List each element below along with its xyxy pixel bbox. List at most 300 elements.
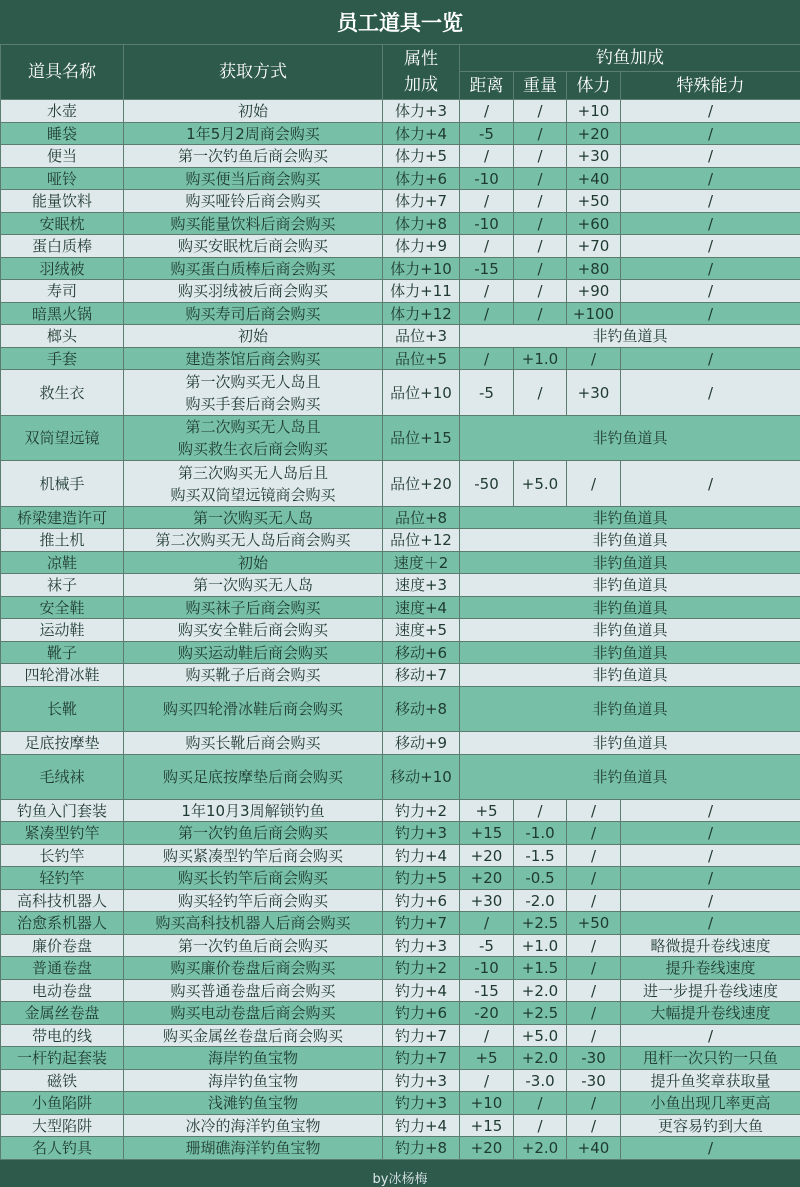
table-row [1,867,800,890]
table-row [1,957,800,980]
table-row [1,529,800,552]
cell-weight: / [514,370,567,416]
cell-distance: -15 [460,258,514,280]
cell-stamina: +90 [567,280,621,303]
cell-name: 袜子 [1,574,124,597]
cell-method: 购买靴子后商会购买 [124,664,383,687]
table-row [1,822,800,845]
cell-non-fishing: 非钓鱼道具 [460,755,800,800]
cell-weight: +5.0 [514,461,567,507]
table-row [1,416,800,461]
cell-stamina: / [567,890,621,912]
cell-attr: 钓力+4 [383,980,460,1002]
header-attr [383,45,460,100]
table-row [1,325,800,348]
table-row [1,190,800,213]
cell-weight: +2.0 [514,1047,567,1070]
cell-weight: / [514,168,567,190]
cell-name: 羽绒被 [1,258,124,280]
cell-attr: 品位+20 [383,461,460,507]
cell-name: 普通卷盘 [1,957,124,980]
cell-attr: 体力+3 [383,100,460,123]
cell-special: / [621,890,800,912]
cell-name: 蛋白质棒 [1,235,124,258]
cell-attr: 钓力+6 [383,1002,460,1025]
cell-weight: +1.0 [514,348,567,370]
cell-method: 购买足底按摩垫后商会购买 [124,755,383,800]
cell-attr: 体力+4 [383,123,460,145]
cell-attr: 钓力+7 [383,912,460,935]
header-distance: 距离 [460,72,514,100]
page-title: 员工道具一览 [0,0,800,44]
cell-distance: / [460,303,514,325]
cell-method: 购买能量饮料后商会购买 [124,213,383,235]
cell-method: 购买安全鞋后商会购买 [124,619,383,642]
cell-method: 第一次购买无人岛且 购买手套后商会购买 [124,370,383,416]
cell-name: 金属丝卷盘 [1,1002,124,1025]
cell-name: 治愈系机器人 [1,912,124,935]
cell-special: / [621,461,800,507]
cell-weight: +5.0 [514,1025,567,1047]
cell-name: 哑铃 [1,168,124,190]
cell-method: 购买高科技机器人后商会购买 [124,912,383,935]
cell-method: 购买长钓竿后商会购买 [124,867,383,890]
cell-method: 第二次购买无人岛且 购买救生衣后商会购买 [124,416,383,461]
cell-special: / [621,1137,800,1160]
cell-method: 1年10月3周解锁钓鱼 [124,800,383,822]
table-row [1,552,800,574]
cell-distance: -10 [460,213,514,235]
cell-name: 推土机 [1,529,124,552]
cell-weight: -0.5 [514,867,567,890]
cell-special: 略微提升卷线速度 [621,935,800,957]
table-row [1,1115,800,1137]
cell-stamina: / [567,957,621,980]
cell-stamina: +10 [567,100,621,123]
cell-weight: +1.0 [514,935,567,957]
cell-attr: 品位+12 [383,529,460,552]
cell-name: 四轮滑冰鞋 [1,664,124,687]
cell-distance: +15 [460,1115,514,1137]
cell-name: 廉价卷盘 [1,935,124,957]
cell-stamina: / [567,935,621,957]
cell-special: / [621,280,800,303]
cell-method: 建造茶馆后商会购买 [124,348,383,370]
cell-special: / [621,100,800,123]
cell-attr: 速度+3 [383,574,460,597]
cell-stamina: -30 [567,1047,621,1070]
table-row [1,642,800,664]
cell-non-fishing: 非钓鱼道具 [460,552,800,574]
cell-non-fishing: 非钓鱼道具 [460,325,800,348]
cell-attr: 钓力+4 [383,845,460,867]
cell-distance: -5 [460,935,514,957]
cell-method: 初始 [124,100,383,123]
cell-non-fishing: 非钓鱼道具 [460,732,800,755]
cell-attr: 钓力+3 [383,1092,460,1115]
cell-method: 第一次钓鱼后商会购买 [124,935,383,957]
cell-weight: / [514,213,567,235]
cell-attr: 品位+10 [383,370,460,416]
header-name: 道具名称 [1,45,124,100]
table-row [1,1137,800,1160]
cell-stamina: / [567,867,621,890]
cell-non-fishing: 非钓鱼道具 [460,574,800,597]
cell-name: 足底按摩垫 [1,732,124,755]
cell-special: / [621,258,800,280]
cell-distance: / [460,1025,514,1047]
cell-distance: / [460,190,514,213]
table-row [1,123,800,145]
table-row [1,507,800,529]
cell-name: 大型陷阱 [1,1115,124,1137]
cell-special: / [621,168,800,190]
cell-stamina: / [567,1115,621,1137]
cell-name: 桥梁建造许可 [1,507,124,529]
table-row [1,755,800,800]
table-row [1,687,800,732]
cell-distance: -10 [460,957,514,980]
table-row [1,845,800,867]
cell-stamina: / [567,980,621,1002]
cell-stamina: +50 [567,912,621,935]
cell-attr: 体力+8 [383,213,460,235]
cell-attr: 体力+7 [383,190,460,213]
cell-method: 1年5月2周商会购买 [124,123,383,145]
cell-name: 能量饮料 [1,190,124,213]
cell-special: / [621,867,800,890]
header-stamina: 体力 [567,72,621,100]
cell-non-fishing: 非钓鱼道具 [460,416,800,461]
cell-special: 提升卷线速度 [621,957,800,980]
cell-weight: / [514,100,567,123]
cell-name: 长钓竿 [1,845,124,867]
cell-attr: 移动+8 [383,687,460,732]
cell-weight: -3.0 [514,1070,567,1092]
table-row [1,1047,800,1070]
cell-method: 购买紧凑型钓竿后商会购买 [124,845,383,867]
cell-name: 紧凑型钓竿 [1,822,124,845]
cell-non-fishing: 非钓鱼道具 [460,687,800,732]
cell-name: 磁铁 [1,1070,124,1092]
cell-name: 名人钓具 [1,1137,124,1160]
cell-stamina: / [567,1092,621,1115]
cell-attr: 品位+8 [383,507,460,529]
table-row [1,597,800,619]
cell-method: 浅滩钓鱼宝物 [124,1092,383,1115]
cell-distance: / [460,100,514,123]
cell-special: 小鱼出现几率更高 [621,1092,800,1115]
cell-stamina: / [567,461,621,507]
cell-attr: 钓力+6 [383,890,460,912]
cell-method: 第一次钓鱼后商会购买 [124,822,383,845]
cell-special: / [621,370,800,416]
cell-weight: / [514,303,567,325]
cell-name: 榔头 [1,325,124,348]
cell-method: 购买金属丝卷盘后商会购买 [124,1025,383,1047]
cell-distance: +15 [460,822,514,845]
cell-non-fishing: 非钓鱼道具 [460,619,800,642]
cell-special: / [621,303,800,325]
cell-weight: / [514,123,567,145]
cell-special: / [621,145,800,168]
cell-attr: 钓力+8 [383,1137,460,1160]
cell-attr: 体力+10 [383,258,460,280]
table-row [1,100,800,123]
cell-name: 安全鞋 [1,597,124,619]
cell-attr: 钓力+2 [383,800,460,822]
cell-stamina: / [567,1002,621,1025]
table-row [1,1070,800,1092]
cell-special: / [621,190,800,213]
cell-attr: 移动+10 [383,755,460,800]
cell-method: 第三次购买无人岛后且 购买双筒望远镜商会购买 [124,461,383,507]
table-row [1,258,800,280]
cell-name: 小鱼陷阱 [1,1092,124,1115]
table-body [1,100,800,1160]
cell-distance: +20 [460,867,514,890]
table-row [1,303,800,325]
cell-weight: +2.5 [514,912,567,935]
cell-attr: 体力+12 [383,303,460,325]
cell-method: 购买哑铃后商会购买 [124,190,383,213]
cell-distance: +5 [460,1047,514,1070]
header-method: 获取方式 [124,45,383,100]
cell-method: 购买便当后商会购买 [124,168,383,190]
cell-name: 水壶 [1,100,124,123]
cell-weight: / [514,190,567,213]
cell-weight: / [514,1092,567,1115]
cell-non-fishing: 非钓鱼道具 [460,507,800,529]
cell-attr: 品位+15 [383,416,460,461]
table-row [1,370,800,416]
cell-special: / [621,123,800,145]
cell-distance: +20 [460,845,514,867]
cell-distance: +20 [460,1137,514,1160]
cell-non-fishing: 非钓鱼道具 [460,529,800,552]
table-row [1,280,800,303]
cell-name: 暗黑火锅 [1,303,124,325]
table-row [1,935,800,957]
cell-stamina: +50 [567,190,621,213]
cell-special: / [621,348,800,370]
cell-weight: +2.0 [514,980,567,1002]
cell-stamina: +40 [567,168,621,190]
cell-non-fishing: 非钓鱼道具 [460,597,800,619]
cell-distance: -50 [460,461,514,507]
table-row [1,461,800,507]
header-weight: 重量 [514,72,567,100]
cell-method: 购买四轮滑冰鞋后商会购买 [124,687,383,732]
cell-distance: -5 [460,123,514,145]
cell-name: 一杆钓起套装 [1,1047,124,1070]
cell-special: / [621,845,800,867]
cell-name: 便当 [1,145,124,168]
cell-method: 第一次购买无人岛 [124,574,383,597]
cell-weight: / [514,258,567,280]
cell-name: 安眠枕 [1,213,124,235]
cell-attr: 移动+6 [383,642,460,664]
cell-special: 更容易钓到大鱼 [621,1115,800,1137]
cell-distance: / [460,912,514,935]
table-row [1,980,800,1002]
cell-distance: / [460,235,514,258]
cell-distance: +30 [460,890,514,912]
cell-distance: -10 [460,168,514,190]
cell-method: 购买廉价卷盘后商会购买 [124,957,383,980]
cell-weight: -2.0 [514,890,567,912]
cell-attr: 品位+3 [383,325,460,348]
cell-distance: -15 [460,980,514,1002]
cell-attr: 移动+9 [383,732,460,755]
cell-attr: 体力+11 [383,280,460,303]
cell-name: 长靴 [1,687,124,732]
cell-special: / [621,822,800,845]
cell-stamina: +40 [567,1137,621,1160]
cell-weight: +2.5 [514,1002,567,1025]
cell-method: 海岸钓鱼宝物 [124,1047,383,1070]
cell-special: / [621,235,800,258]
cell-attr: 体力+9 [383,235,460,258]
cell-name: 凉鞋 [1,552,124,574]
cell-attr: 钓力+7 [383,1025,460,1047]
cell-method: 购买轻钓竿后商会购买 [124,890,383,912]
cell-distance: / [460,1070,514,1092]
cell-attr: 移动+7 [383,664,460,687]
cell-special: / [621,213,800,235]
table-row [1,168,800,190]
cell-special: 大幅提升卷线速度 [621,1002,800,1025]
cell-attr: 体力+6 [383,168,460,190]
cell-distance: / [460,280,514,303]
cell-attr: 速度＋2 [383,552,460,574]
cell-method: 购买长靴后商会购买 [124,732,383,755]
cell-method: 购买羽绒被后商会购买 [124,280,383,303]
table-row [1,1002,800,1025]
item-table [0,44,800,1160]
cell-weight: / [514,235,567,258]
table-row [1,1092,800,1115]
cell-name: 毛绒袜 [1,755,124,800]
cell-special: 提升鱼奖章获取量 [621,1070,800,1092]
cell-method: 珊瑚礁海洋钓鱼宝物 [124,1137,383,1160]
cell-weight: -1.0 [514,822,567,845]
cell-weight: +2.0 [514,1137,567,1160]
cell-method: 购买普通卷盘后商会购买 [124,980,383,1002]
table-row [1,574,800,597]
cell-method: 购买寿司后商会购买 [124,303,383,325]
cell-method: 购买安眠枕后商会购买 [124,235,383,258]
table-row [1,664,800,687]
cell-method: 海岸钓鱼宝物 [124,1070,383,1092]
cell-stamina: +30 [567,370,621,416]
cell-stamina: / [567,348,621,370]
cell-attr: 速度+5 [383,619,460,642]
cell-stamina: -30 [567,1070,621,1092]
cell-name: 高科技机器人 [1,890,124,912]
cell-distance: / [460,348,514,370]
table-row [1,348,800,370]
cell-method: 第二次购买无人岛后商会购买 [124,529,383,552]
cell-weight: / [514,280,567,303]
cell-attr: 速度+4 [383,597,460,619]
cell-method: 第一次购买无人岛 [124,507,383,529]
cell-stamina: / [567,845,621,867]
cell-distance: +10 [460,1092,514,1115]
cell-distance: -20 [460,1002,514,1025]
cell-name: 电动卷盘 [1,980,124,1002]
cell-special: / [621,1025,800,1047]
header-attr-label: 属性 加成 [404,49,438,95]
cell-weight: +1.5 [514,957,567,980]
cell-name: 轻钓竿 [1,867,124,890]
table-row [1,213,800,235]
cell-attr: 品位+5 [383,348,460,370]
cell-stamina: +30 [567,145,621,168]
cell-name: 手套 [1,348,124,370]
cell-name: 寿司 [1,280,124,303]
cell-method: 购买袜子后商会购买 [124,597,383,619]
cell-weight: / [514,1115,567,1137]
cell-stamina: / [567,800,621,822]
cell-distance: -5 [460,370,514,416]
cell-distance: / [460,145,514,168]
cell-attr: 钓力+3 [383,822,460,845]
cell-attr: 体力+5 [383,145,460,168]
cell-name: 机械手 [1,461,124,507]
cell-stamina: +20 [567,123,621,145]
cell-method: 初始 [124,325,383,348]
cell-special: 甩杆一次只钓一只鱼 [621,1047,800,1070]
table-row [1,619,800,642]
cell-method: 购买电动卷盘后商会购买 [124,1002,383,1025]
cell-stamina: / [567,822,621,845]
cell-name: 靴子 [1,642,124,664]
cell-attr: 钓力+4 [383,1115,460,1137]
cell-name: 带电的线 [1,1025,124,1047]
cell-non-fishing: 非钓鱼道具 [460,642,800,664]
cell-stamina: / [567,1025,621,1047]
cell-weight: / [514,800,567,822]
table-row [1,890,800,912]
cell-attr: 钓力+3 [383,935,460,957]
cell-special: / [621,800,800,822]
table-row [1,800,800,822]
cell-stamina: +70 [567,235,621,258]
cell-name: 救生衣 [1,370,124,416]
header-fishing: 钓鱼加成 [460,45,800,72]
cell-method: 第一次钓鱼后商会购买 [124,145,383,168]
cell-name: 运动鞋 [1,619,124,642]
cell-attr: 钓力+3 [383,1070,460,1092]
cell-special: 进一步提升卷线速度 [621,980,800,1002]
header-special: 特殊能力 [621,72,800,100]
cell-distance: +5 [460,800,514,822]
cell-method: 购买运动鞋后商会购买 [124,642,383,664]
table-row [1,732,800,755]
cell-stamina: +80 [567,258,621,280]
cell-method: 冰冷的海洋钓鱼宝物 [124,1115,383,1137]
cell-stamina: +100 [567,303,621,325]
cell-method: 购买蛋白质棒后商会购买 [124,258,383,280]
cell-weight: -1.5 [514,845,567,867]
table-row [1,1025,800,1047]
cell-name: 双筒望远镜 [1,416,124,461]
cell-stamina: +60 [567,213,621,235]
table-row [1,235,800,258]
cell-attr: 钓力+7 [383,1047,460,1070]
cell-attr: 钓力+5 [383,867,460,890]
